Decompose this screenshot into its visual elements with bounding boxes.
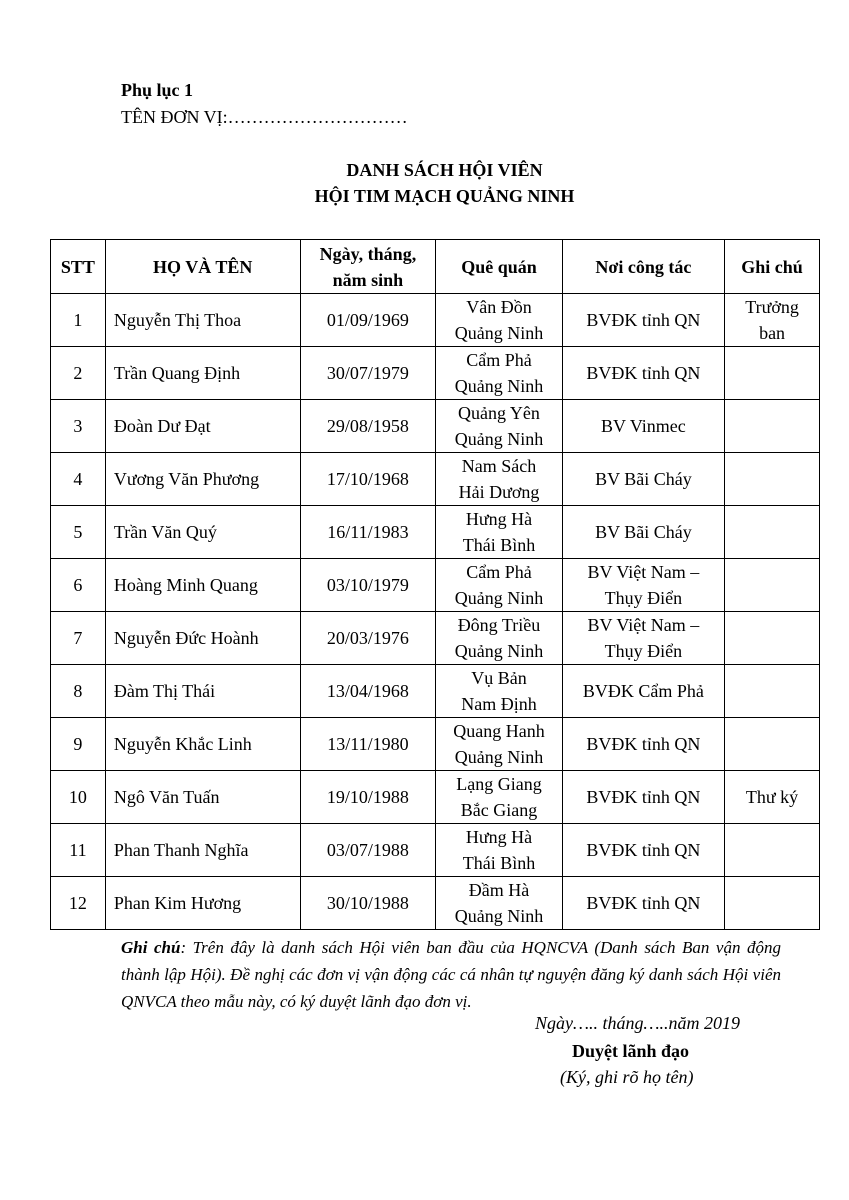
header-name: HỌ VÀ TÊN bbox=[105, 240, 300, 294]
footnote bbox=[121, 934, 781, 1015]
cell-hometown-text: Nam Sách bbox=[461, 456, 537, 476]
cell-hometown-text: Thái Bình bbox=[462, 853, 536, 873]
cell-workplace bbox=[562, 453, 724, 506]
cell-hometown-text: Vụ Bản bbox=[471, 668, 527, 688]
signature-hint: (Ký, ghi rõ họ tên) bbox=[560, 1067, 694, 1087]
cell-hometown-text: Nam Định bbox=[461, 694, 537, 714]
cell-workplace-text: BV Bãi Cháy bbox=[595, 522, 692, 542]
cell-stt bbox=[51, 665, 106, 718]
cell-workplace-text: Thụy Điển bbox=[604, 588, 683, 608]
cell-stt-text: 11 bbox=[69, 840, 87, 860]
cell-hometown-text: Thái Bình bbox=[462, 535, 536, 555]
cell-workplace bbox=[562, 347, 724, 400]
cell-dob-text: 19/10/1988 bbox=[326, 787, 409, 807]
cell-dob bbox=[300, 453, 436, 506]
cell-hometown-text: Hưng Hà bbox=[465, 509, 533, 529]
cell-stt bbox=[51, 612, 106, 665]
cell-stt bbox=[51, 718, 106, 771]
cell-hometown-text: Hưng Hà bbox=[465, 827, 533, 847]
cell-name bbox=[105, 612, 300, 665]
cell-name bbox=[105, 347, 300, 400]
cell-dob-text: 03/07/1988 bbox=[326, 840, 409, 860]
cell-hometown-text: Hải Dương bbox=[458, 482, 540, 502]
cell-hometown-text: Quảng Ninh bbox=[454, 906, 544, 926]
cell-note bbox=[725, 718, 820, 771]
appendix-label: Phụ lục 1 bbox=[121, 80, 194, 100]
header-dob-line1: Ngày, tháng, bbox=[319, 243, 417, 264]
cell-note-text: ban bbox=[759, 323, 786, 343]
cell-dob bbox=[300, 559, 436, 612]
cell-note bbox=[725, 294, 820, 347]
cell-dob-text: 29/08/1958 bbox=[326, 416, 409, 436]
cell-stt-text: 12 bbox=[68, 893, 87, 913]
cell-name bbox=[105, 506, 300, 559]
cell-name-text: Ngô Văn Tuấn bbox=[113, 787, 220, 807]
date-line: Ngày….. tháng…..năm 2019 bbox=[535, 1013, 741, 1033]
cell-note-text: Trưởng bbox=[745, 297, 799, 317]
cell-dob bbox=[300, 824, 436, 877]
cell-dob-text: 13/11/1980 bbox=[327, 734, 409, 754]
cell-workplace-text: BVĐK tỉnh QN bbox=[586, 787, 701, 807]
cell-workplace-text: Thụy Điển bbox=[604, 641, 683, 661]
cell-hometown-text: Quang Hanh bbox=[453, 721, 545, 741]
cell-hometown-text: Lạng Giang bbox=[456, 774, 542, 794]
cell-hometown bbox=[436, 294, 562, 347]
cell-workplace-text: BVĐK tỉnh QN bbox=[586, 734, 701, 754]
cell-dob bbox=[300, 612, 436, 665]
cell-workplace bbox=[562, 506, 724, 559]
cell-name bbox=[105, 718, 300, 771]
cell-name-text: Phan Kim Hương bbox=[113, 893, 242, 913]
cell-dob-text: 01/09/1969 bbox=[326, 310, 409, 330]
cell-note bbox=[725, 612, 820, 665]
cell-workplace bbox=[562, 294, 724, 347]
table-row bbox=[51, 506, 820, 559]
member-rows bbox=[51, 294, 820, 930]
list-title: DANH SÁCH HỘI VIÊN bbox=[346, 160, 543, 180]
cell-dob-text: 30/10/1988 bbox=[326, 893, 409, 913]
cell-dob-text: 20/03/1976 bbox=[326, 628, 409, 648]
cell-workplace bbox=[562, 400, 724, 453]
unit-name-line: TÊN ĐƠN VỊ:………………………… bbox=[121, 107, 408, 127]
cell-dob bbox=[300, 506, 436, 559]
cell-workplace bbox=[562, 612, 724, 665]
cell-stt bbox=[51, 771, 106, 824]
cell-workplace bbox=[562, 824, 724, 877]
cell-workplace-text: BVĐK tỉnh QN bbox=[586, 840, 701, 860]
cell-dob bbox=[300, 771, 436, 824]
cell-hometown bbox=[436, 400, 562, 453]
cell-hometown bbox=[436, 559, 562, 612]
header-note: Ghi chú bbox=[725, 240, 820, 294]
cell-workplace-text: BV Vinmec bbox=[601, 416, 686, 436]
cell-stt-text: 8 bbox=[73, 681, 83, 701]
header-dob-line2: năm sinh bbox=[332, 269, 404, 290]
cell-stt-text: 2 bbox=[73, 363, 83, 383]
cell-hometown-text: Quảng Yên bbox=[458, 403, 540, 423]
cell-hometown bbox=[436, 877, 562, 930]
table-row bbox=[51, 877, 820, 930]
cell-hometown bbox=[436, 824, 562, 877]
cell-stt-text: 3 bbox=[73, 416, 83, 436]
cell-note bbox=[725, 771, 820, 824]
cell-workplace-text: BV Việt Nam – bbox=[587, 615, 700, 635]
cell-stt bbox=[51, 294, 106, 347]
cell-stt-text: 7 bbox=[73, 628, 83, 648]
cell-note bbox=[725, 665, 820, 718]
table-row bbox=[51, 294, 820, 347]
member-table bbox=[50, 239, 820, 930]
cell-hometown-text: Quảng Ninh bbox=[454, 376, 544, 396]
cell-hometown-text: Đầm Hà bbox=[468, 880, 530, 900]
table-row bbox=[51, 612, 820, 665]
cell-workplace-text: BVĐK tỉnh QN bbox=[586, 893, 701, 913]
cell-name-text: Trần Quang Định bbox=[113, 363, 241, 383]
cell-name bbox=[105, 877, 300, 930]
cell-name-text: Phan Thanh Nghĩa bbox=[113, 840, 249, 860]
footnote-label: Ghi chú bbox=[121, 938, 181, 957]
cell-workplace bbox=[562, 877, 724, 930]
cell-workplace-text: BVĐK tỉnh QN bbox=[586, 363, 701, 383]
table-row bbox=[51, 347, 820, 400]
cell-stt bbox=[51, 347, 106, 400]
header-workplace: Nơi công tác bbox=[562, 240, 724, 294]
cell-stt bbox=[51, 453, 106, 506]
cell-stt-text: 6 bbox=[73, 575, 83, 595]
cell-workplace-text: BV Bãi Cháy bbox=[595, 469, 692, 489]
cell-dob bbox=[300, 400, 436, 453]
cell-stt bbox=[51, 824, 106, 877]
cell-name-text: Nguyễn Thị Thoa bbox=[113, 310, 242, 330]
header-stt: STT bbox=[51, 240, 106, 294]
cell-name bbox=[105, 453, 300, 506]
cell-hometown bbox=[436, 506, 562, 559]
cell-workplace-text: BVĐK Cẩm Phả bbox=[582, 681, 704, 701]
cell-workplace-text: BVĐK tỉnh QN bbox=[586, 310, 701, 330]
cell-workplace bbox=[562, 771, 724, 824]
cell-note bbox=[725, 400, 820, 453]
cell-hometown-text: Bắc Giang bbox=[460, 800, 538, 820]
cell-dob bbox=[300, 877, 436, 930]
cell-stt bbox=[51, 559, 106, 612]
cell-hometown bbox=[436, 771, 562, 824]
cell-hometown-text: Quảng Ninh bbox=[454, 641, 544, 661]
approval-title: Duyệt lãnh đạo bbox=[572, 1041, 690, 1061]
cell-dob bbox=[300, 347, 436, 400]
cell-note bbox=[725, 824, 820, 877]
cell-dob-text: 17/10/1968 bbox=[326, 469, 409, 489]
table-row bbox=[51, 453, 820, 506]
cell-hometown bbox=[436, 665, 562, 718]
table-row bbox=[51, 400, 820, 453]
cell-hometown bbox=[436, 718, 562, 771]
cell-stt bbox=[51, 877, 106, 930]
cell-note bbox=[725, 347, 820, 400]
cell-hometown-text: Quảng Ninh bbox=[454, 323, 544, 343]
header-dob bbox=[300, 240, 436, 294]
cell-hometown-text: Cẩm Phả bbox=[466, 562, 532, 582]
cell-hometown-text: Quảng Ninh bbox=[454, 747, 544, 767]
cell-hometown-text: Cẩm Phả bbox=[466, 350, 532, 370]
table-row bbox=[51, 665, 820, 718]
cell-stt-text: 1 bbox=[73, 310, 83, 330]
cell-dob-text: 30/07/1979 bbox=[326, 363, 409, 383]
cell-hometown-text: Đông Triều bbox=[457, 615, 541, 635]
cell-dob bbox=[300, 665, 436, 718]
cell-workplace-text: BV Việt Nam – bbox=[587, 562, 700, 582]
cell-name bbox=[105, 400, 300, 453]
table-row bbox=[51, 559, 820, 612]
cell-dob-text: 03/10/1979 bbox=[326, 575, 409, 595]
cell-stt bbox=[51, 506, 106, 559]
cell-stt-text: 5 bbox=[73, 522, 83, 542]
association-title: HỘI TIM MẠCH QUẢNG NINH bbox=[314, 186, 575, 206]
cell-name-text: Nguyễn Đức Hoành bbox=[113, 628, 259, 648]
cell-name bbox=[105, 294, 300, 347]
cell-note bbox=[725, 506, 820, 559]
cell-stt-text: 4 bbox=[73, 469, 83, 489]
cell-name-text: Đàm Thị Thái bbox=[113, 681, 216, 701]
cell-dob-text: 13/04/1968 bbox=[326, 681, 409, 701]
cell-hometown bbox=[436, 347, 562, 400]
cell-note bbox=[725, 877, 820, 930]
table-row bbox=[51, 771, 820, 824]
cell-note-text: Thư ký bbox=[745, 787, 799, 807]
cell-workplace bbox=[562, 718, 724, 771]
cell-hometown bbox=[436, 453, 562, 506]
cell-name-text: Đoàn Dư Đạt bbox=[113, 416, 211, 436]
cell-name bbox=[105, 559, 300, 612]
cell-name bbox=[105, 771, 300, 824]
cell-dob bbox=[300, 294, 436, 347]
cell-name-text: Nguyễn Khắc Linh bbox=[113, 734, 252, 754]
cell-hometown-text: Vân Đồn bbox=[466, 297, 532, 317]
cell-stt-text: 9 bbox=[73, 734, 83, 754]
cell-dob-text: 16/11/1983 bbox=[327, 522, 409, 542]
cell-note bbox=[725, 453, 820, 506]
footnote-text: : Trên đây là danh sách Hội viên ban đầu của HQNCVA (Danh sách Ban vận động thành lập Hội). Đề nghị các đơn vị vận động các cá nhân tự nguyện đăng ký danh sách Hội viên QNVCA theo mẫu này, có ký duyệt lãnh đạo đơn vị. bbox=[121, 938, 781, 1011]
header-hometown: Quê quán bbox=[436, 240, 562, 294]
cell-stt bbox=[51, 400, 106, 453]
cell-workplace bbox=[562, 665, 724, 718]
cell-name bbox=[105, 824, 300, 877]
cell-name bbox=[105, 665, 300, 718]
table-row bbox=[51, 824, 820, 877]
cell-note bbox=[725, 559, 820, 612]
cell-stt-text: 10 bbox=[68, 787, 87, 807]
cell-hometown-text: Quảng Ninh bbox=[454, 588, 544, 608]
cell-hometown bbox=[436, 612, 562, 665]
cell-dob bbox=[300, 718, 436, 771]
table-header-row bbox=[51, 240, 820, 294]
cell-hometown-text: Quảng Ninh bbox=[454, 429, 544, 449]
cell-name-text: Vương Văn Phương bbox=[113, 469, 260, 489]
cell-name-text: Trần Văn Quý bbox=[113, 522, 217, 542]
cell-workplace bbox=[562, 559, 724, 612]
table-row bbox=[51, 718, 820, 771]
cell-name-text: Hoàng Minh Quang bbox=[113, 575, 258, 595]
